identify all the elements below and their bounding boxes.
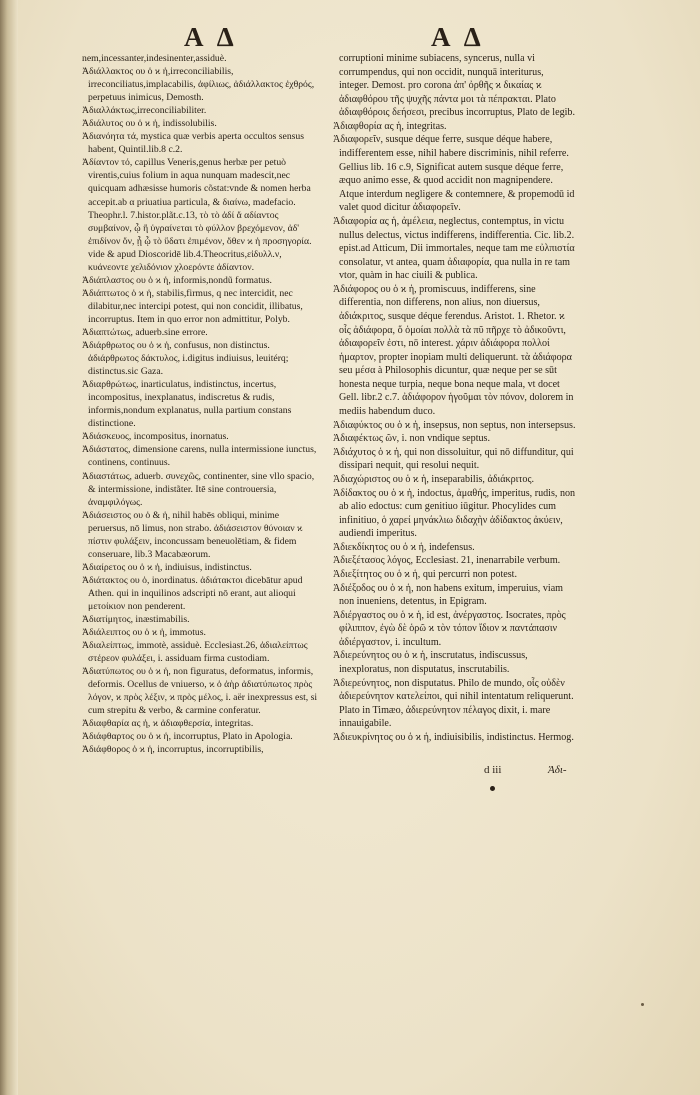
dictionary-entry: Ἀδίαντον τό, capillus Veneris,genus herbæ per petuò virentis,cuius folium in aqua nunquam madescit,nec quicquam adhæsisse humoris cõstat:vnde & nomen herba accepit.ab α priuatiua particula, & διαίνω, madefacio. Theophr.l. 7.histor.plãt.c.13, τὸ τὸ ἀδί ἄ αδίαντος συμβαίνον, ᾧ ἢ ὑγραίνεται τὸ φύλλον βρεχόμενον, ἀδ' ἐπιδίνον ὄν, ᾗ ᾧ τὸ ὕδατι ἐπιμένον, ὅθεν ϰ ἡ προσηγορία. vide & apud Dioscoridē lib.4.Theocritus,εἰδυλλ.ν, κυάνεοντε χελιδόνιον χλοερόντε ἀδίαντον.	[82, 157, 312, 273]
binding-gutter	[0, 0, 18, 1095]
dictionary-entry: Ἀδιάσειστος ου ὁ & ἡ, nihil habēs obliqui, minime peruersus, nō limus, non strabo. ἀδιάσειστον θύνοιαν ϰ πίστιν φυλάξειν, inconcussam beneuolētiam, & fidem conseruare, lib.3 Macabæorum.	[82, 509, 303, 560]
dictionary-entry: nem,incessanter,indesinenter,assiduè.	[82, 53, 227, 64]
dictionary-entry: Ἀδιαλείπτως, immotè, assiduè. Ecclesiast.26, ἀδιαλείπτως στέρεον φυλάξει, i. assiduam firma custodiam.	[82, 640, 308, 665]
dictionary-entry: Ἀδίδακτος ου ὁ ϰ ἡ, indoctus, ἀμαθής, imperitus, rudis, non ab alio edoctus: cum genitiuo iūgitur. Phocylides cum infinitiuo, ὁ χαρεί μηνάκλιω διδαχὴν ἀδίδακτος ἀκύειν, audiendi imperitus.	[333, 487, 576, 540]
dictionary-entry: Ἀδιάφθαρτος ου ὁ ϰ ἡ, incorruptus, Plato in Apologia.	[82, 731, 293, 743]
right-column	[333, 52, 576, 744]
dictionary-entry: Ἀδιάστατος, dimensione carens, nulla intermissione iunctus, continens, continuus.	[82, 444, 317, 469]
dictionary-entry: Ἀδιαφορεῖν, susque déque ferre, susque déque habere, indifferentem esse, nihil habere discriminis, nihil referre. Gellius lib. 16 c.9, Significat autem susque déque ferre, æquo animo esse, & quod accidit non magnipendere. Atque interdum negligere & contemnere, & propemodū id valet quod dicitur ἀδιαφορεῖν.	[333, 134, 575, 214]
dictionary-entry: Ἀδιάπτωτος ὁ ϰ ἡ, stabilis,firmus, q nec intercidit, nec dilabitur,nec intercipi potest, qui non concidit, illibatus, incorruptus. Item in quo error non admittitur, Polyb.	[82, 287, 303, 325]
dictionary-entry: Ἀδιαλλάκτως,irreconciliabiliter.	[82, 105, 207, 117]
running-head-left: A Δ	[184, 22, 238, 52]
ink-dot	[490, 786, 495, 791]
dictionary-entry: Ἀδιάτακτος ου ὁ, inordinatus. ἀδιάτακτοι dicebātur apud Athen. qui in inquilinos adscripti nō erant, aut alioqui μετοίκιον non penderent.	[82, 574, 303, 612]
dictionary-entry: Ἀδιατύπωτος ου ὁ ϰ ἡ, non figuratus, deformatus, informis, deformis. Ocellus de vniuerso, ϰ ὁ ἀὴρ ἀδιατύπωτος πρὸς λόγον, ϰ πρὸς λέξιν, ϰ πρὸς μέλος, i. aër inexpressus est, si cum strepitu & verbo, & carmine conferatur.	[82, 666, 318, 717]
dictionary-entry: Ἀδιαφθαρία ας ἡ, ϰ ἀδιαφθερσία, integritas.	[82, 718, 254, 730]
dictionary-entry: Ἀδιαφορία ας ἡ, ἀμέλεια, neglectus, contemptus, in victu nullus delectus, victus indifferens, indifferentia. Cic. lib.2. epist.ad Atticum, Dii immortales, neque tam me εὐλπιστία consolatur, vt antea, quam ἀδιαφορία, qua nulla in re tam vtor, quàm in hac ciuili & publica.	[333, 215, 575, 282]
dictionary-entry: Ἀδιάσκευος, incompositus, inornatus.	[82, 431, 229, 443]
ink-speck	[641, 1003, 644, 1006]
dictionary-entry: Ἀδιεξέτασος λόγος, Ecclesiast. 21, inenarrabile verbum.	[333, 555, 561, 567]
dictionary-entry: Ἀδιάφορος ου ὁ ϰ ἡ, promiscuus, indifferens, sine differentia, non differens, non alius, non diuersus, ἀδιάκριτος, susque déque ferendus. Aristot. 1. Rhetor. ϰ οἷς ἀδιάφορα, ὅ ὁμοίαι πολλὰ τὰ πῦ πῆρχε τὸ ἀδικοῦντι, ἀδιαφορεῖν ἐστι, nō interest. χάριν ἀδιάφορα πολλοί ἡμαρτον, propter inopiam multi deliquerunt. τὰ ἀδιάφορα seu μέσα à Philosophis dicuntur, quæ neque per se sūt honesta neque turpia, neque bona neque mala, vt docet Gell. libr.2 c.7. ἀδιάφορον ἡγοῦμαι τὸν πόνον, dolorem in mediis habendum duco.	[333, 283, 574, 418]
dictionary-entry: Ἀδιεξίτητος ου ὁ ϰ ἡ, qui percurri non potest.	[333, 568, 517, 580]
dictionary-entry: Ἀδιέξοδος ου ὁ ϰ ἡ, non habens exitum, imperuius, viam non inueniens, detentus, in Epigram.	[333, 582, 564, 608]
dictionary-entry: Ἀδιάλειπτος ου ὁ ϰ ἡ, immotus.	[82, 627, 206, 639]
dictionary-entry: Ἀδιαφέκτως ῶν, i. non vndique septus.	[333, 433, 490, 445]
running-head-right: A Δ	[431, 22, 485, 52]
dictionary-entry: Ἀδιαφύκτος ου ὁ ϰ ἡ, insepsus, non septus, non intersepsus.	[333, 419, 576, 431]
dictionary-entry: Ἀδιάλυτος ου ὁ ϰ ἡ, indissolubilis.	[82, 118, 217, 130]
dictionary-entry: Ἀδιαστάτως, aduerb. συνεχῶς, continenter, sine vllo spacio, & intermissione, indistãter. Itē sine controuersia, ἀναμφιλόγως.	[82, 470, 315, 508]
dictionary-entry: Ἀδιαχώριστος ου ὁ ϰ ἡ, inseparabilis, ἀδιάκριτος.	[333, 473, 534, 485]
dictionary-entry: Ἀδιάπλαστος ου ὁ ϰ ἡ, informis,nondũ formatus.	[82, 274, 272, 286]
dictionary-entry: Ἀδιαπτώτως, aduerb.sine errore.	[82, 326, 208, 338]
catchword: Ἀδι-	[548, 764, 567, 776]
left-column	[82, 52, 318, 757]
dictionary-entry: corruptioni minime subiacens, syncerus, nulla vi corrumpendus, qui non occidit, nunquā interiturus, integer. Demost. pro corona ἀπ' ὀρθῆς ϰ δικαίας ϰ ἀδιαφθόρου τῆς ψυχῆς πάντα μοι τὰ πέπρακται. Plato ἀδιαφθόροις δεήσεσι, precibus incorruptus, Plato de legib.	[339, 53, 576, 119]
dictionary-entry: Ἀδιατίμητος, inæstimabilis.	[82, 614, 190, 626]
dictionary-entry: Ἀδιάφθορος ὁ ϰ ἡ, incorruptus, incorruptibilis,	[82, 744, 264, 756]
dictionary-entry: Ἀδιαρθρώτως, inarticulatus, indistinctus, incertus, incompositus, inexplanatus, indiscretus & rudis, informis,nondum explanatus, nulla partium constans distinctione.	[82, 379, 292, 430]
dictionary-entry: Ἀδιεκδίκητος ου ὁ ϰ ἡ, indefensus.	[333, 541, 475, 553]
dictionary-entry: Ἀδιευκρίνητος ου ὁ ϰ ἡ, indiuisibilis, indistinctus. Hermog.	[333, 731, 574, 743]
dictionary-entry: Ἀδιέργαστος ου ὁ ϰ ἡ, id est, ἀνέργαστος. Isocrates, πρὸς φίλιππον, ἐγὼ δὲ ὁρῶ ϰ τὸν τόπον ἴδιον ϰ παντάπασιν ἀδιέργαστον, i. incultum.	[333, 609, 566, 648]
dictionary-entry: Ἀδιερεύνητος ου ὁ ϰ ἡ, inscrutatus, indiscussus, inexploratus, non disputatus, inscrutabilis.	[333, 650, 528, 676]
signature-mark: d iii	[484, 764, 502, 776]
dictionary-entry: Ἀδιάχυτος ὁ ϰ ἡ, qui non dissoluitur, qui nō diffunditur, qui dissipari nequit, qui resolui nequit.	[333, 446, 574, 472]
dictionary-entry: Ἀδιάλλακτος ου ὁ ϰ ἡ,irreconciliabilis, irreconciliatus,implacabilis, ἀφίλιως, ἀδιάλλακτος ἐχθρός, perpetuus inimicus, Demosth.	[82, 66, 315, 104]
dictionary-entry: Ἀδιαίρετος ου ὁ ϰ ἡ, indiuisus, indistinctus.	[82, 561, 252, 573]
dictionary-entry: Ἀδιάρθρωτος ου ὁ ϰ ἡ, confusus, non distinctus. ἀδιάρθρωτος δάκτυλος, i.digitus indiuisus, leuitérq; distinctus.sic Gaza.	[82, 340, 289, 378]
dictionary-entry: Ἀδιανόητα τά, mystica quæ verbis aperta occultos sensus habent, Quintil.lib.8 c.2.	[82, 131, 305, 156]
dictionary-entry: Ἀδιερεύνητος, non disputatus. Philo de mundo, οἷς οὐδὲν ἀδιερεύνητον κατελείποι, qui nihil intentatum reliquerunt. Plato in Timæo, ἀδιερεύνητον πέλαγος dixit, i. mare innauigabile.	[333, 677, 574, 730]
dictionary-entry: Ἀδιαφθορία ας ἡ, integritas.	[333, 120, 447, 132]
